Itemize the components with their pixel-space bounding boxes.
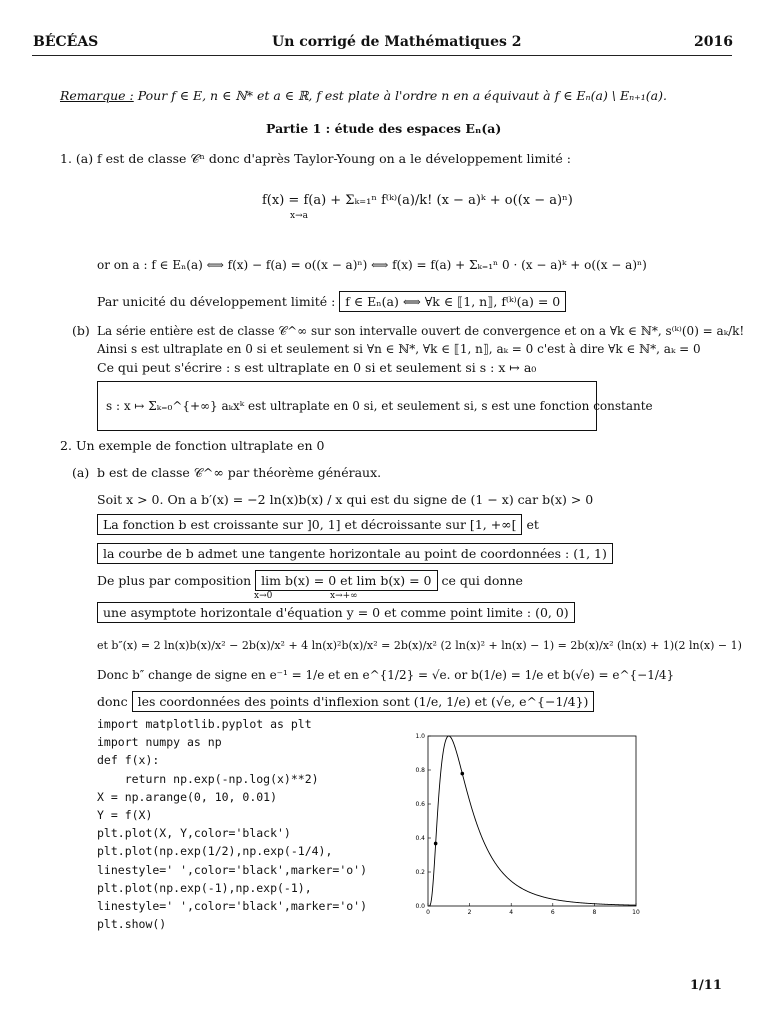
remark <box>60 88 667 104</box>
code-line: linestyle=' ',color='black',marker='o') <box>97 899 368 914</box>
q2a-sign-change: Donc b″ change de signe en e⁻¹ = 1/e et en e^{1/2} = √e. or b(1/e) = 1/e et b(√e) = e^{−1/4} <box>97 668 675 682</box>
q1b-line1: La série entière est de classe 𝒞^∞ sur son intervalle ouvert de convergence et on a ∀k ∈ ℕ*, s⁽ᵏ⁾(0) = aₖ/k! <box>97 324 745 338</box>
q1a-conclusion-box: f ∈ Eₙ(a) ⟺ ∀k ∈ ⟦1, n⟧, f⁽ᵏ⁾(a) = 0 <box>339 291 566 312</box>
y-tick-label: 0.6 <box>415 801 425 808</box>
header-rule <box>32 55 732 56</box>
y-tick-label: 0.2 <box>415 869 425 876</box>
code-line: plt.plot(X, Y,color='black') <box>97 826 291 841</box>
q2a-limits-post: ce qui donne <box>441 573 523 588</box>
q2a-limits-under2: x→+∞ <box>330 591 358 601</box>
code-block <box>97 715 367 933</box>
page-number: 1/11 <box>690 978 722 993</box>
x-tick-label: 4 <box>509 909 514 916</box>
q2a-box1: La fonction b est croissante sur ]0, 1] et décroissante sur [1, +∞[ <box>97 514 522 535</box>
q1a-eq1-under: x→a <box>290 211 308 221</box>
q2a-box2-row <box>97 546 613 562</box>
code-line: import numpy as np <box>97 735 222 750</box>
q2a-line1: b est de classe 𝒞^∞ par théorème généraux. <box>97 465 382 480</box>
q2a-donc: donc <box>97 694 128 709</box>
code-line: X = np.arange(0, 10, 0.01) <box>97 789 278 804</box>
q2a-box3-row <box>97 605 575 621</box>
remark-label: Remarque : <box>60 88 134 103</box>
q1a-eq1: f(x) = f(a) + Σₖ₌₁ⁿ f⁽ᵏ⁾(a)/k! (x − a)ᵏ + o((x − a)ⁿ) <box>262 193 573 208</box>
q1b-line2: Ainsi s est ultraplate en 0 si et seulement si ∀n ∈ ℕ*, ∀k ∈ ⟦1, n⟧, aₖ = 0 c'est à dire ∀k ∈ ℕ*, aₖ = 0 <box>97 342 701 356</box>
q1a-conclusion <box>97 294 566 310</box>
q2-label: 2. <box>60 438 72 453</box>
x-tick-label: 2 <box>467 909 472 916</box>
q1b-label: (b) <box>72 323 90 338</box>
q1b-box: s : x ↦ Σₖ₌₀^{+∞} aₖxᵏ est ultraplate en 0 si, et seulement si, s est une fonction constante <box>97 381 597 431</box>
q2a-second-deriv: et b″(x) = 2 ln(x)b(x)/x² − 2b(x)/x² + 4 ln(x)²b(x)/x² = 2b(x)/x² (2 ln(x)² + ln(x) − 1) = 2b(x)/x² (ln(x) + 1)(2 ln(x) − 1) <box>97 639 742 652</box>
y-tick-label: 0.8 <box>415 767 425 774</box>
code-line: import matplotlib.pyplot as plt <box>97 717 312 731</box>
q2a-box2: la courbe de b admet une tangente horizontale au point de coordonnées : (1, 1) <box>97 543 613 564</box>
curve-series <box>428 736 636 906</box>
part-title: Partie 1 : étude des espaces Eₙ(a) <box>266 121 502 136</box>
q2a-box4-row <box>97 694 594 710</box>
x-tick-label: 6 <box>550 909 555 916</box>
q1a-label: 1. (a) <box>60 151 94 166</box>
q2a-box1-row <box>97 517 539 533</box>
q2a-box4: les coordonnées des points d'inflexion sont (1/e, 1/e) et (√e, e^{−1/4}) <box>132 691 595 712</box>
code-line: linestyle=' ',color='black',marker='o') <box>97 862 368 877</box>
header-left: BÉCÉAS <box>33 34 99 50</box>
q2a-limits-row <box>97 573 523 589</box>
y-tick-label: 0.4 <box>415 835 425 842</box>
code-line: plt.plot(np.exp(-1),np.exp(-1), <box>97 880 312 895</box>
x-tick-label: 0 <box>426 909 430 916</box>
q2a-limits-box: lim b(x) = 0 et lim b(x) = 0 <box>255 570 437 591</box>
q2-title: Un exemple de fonction ultraplate en 0 <box>76 438 325 453</box>
inflection-marker <box>434 842 438 846</box>
header-right: 2016 <box>694 34 733 50</box>
q1a-intro: f est de classe 𝒞ⁿ donc d'après Taylor-Young on a le développement limité : <box>97 151 572 166</box>
code-line: return np.exp(-np.log(x)**2) <box>97 771 319 786</box>
plot <box>400 728 650 918</box>
inflection-marker <box>460 772 464 776</box>
code-line: plt.plot(np.exp(1/2),np.exp(-1/4), <box>97 844 333 859</box>
code-line: Y = f(X) <box>97 808 153 823</box>
x-tick-label: 8 <box>592 909 597 916</box>
code-line: plt.show() <box>97 917 167 932</box>
remark-text: Pour f ∈ E, n ∈ ℕ* et a ∈ ℝ, f est plate à l'ordre n en a équivaut à f ∈ Eₙ(a) \ Eₙ₊₁(a). <box>137 88 667 103</box>
y-tick-label: 0.0 <box>415 903 425 910</box>
q1a-conclusion-pre: Par unicité du développement limité : <box>97 294 336 309</box>
q2a-limits-under1: x→0 <box>254 591 273 601</box>
q2a-limits-pre: De plus par composition <box>97 573 252 588</box>
x-tick-label: 10 <box>632 909 640 916</box>
q1b-line3: Ce qui peut s'écrire : s est ultraplate en 0 si et seulement si s : x ↦ a₀ <box>97 360 537 375</box>
y-tick-label: 1.0 <box>415 733 425 740</box>
code-line: def f(x): <box>97 753 160 768</box>
q1a-eq2: or on a : f ∈ Eₙ(a) ⟺ f(x) − f(a) = o((x − a)ⁿ) ⟺ f(x) = f(a) + Σₖ₌₁ⁿ 0 · (x − a)ᵏ + o((x − a)ⁿ) <box>97 258 647 272</box>
q2a-label: (a) <box>72 465 90 480</box>
q2a-box1-after: et <box>526 517 539 532</box>
header-center: Un corrigé de Mathématiques 2 <box>272 34 522 50</box>
q2a-line2: Soit x > 0. On a b′(x) = −2 ln(x)b(x) / x qui est du signe de (1 − x) car b(x) > 0 <box>97 492 594 507</box>
q2a-box3: une asymptote horizontale d'équation y = 0 et comme point limite : (0, 0) <box>97 602 575 623</box>
